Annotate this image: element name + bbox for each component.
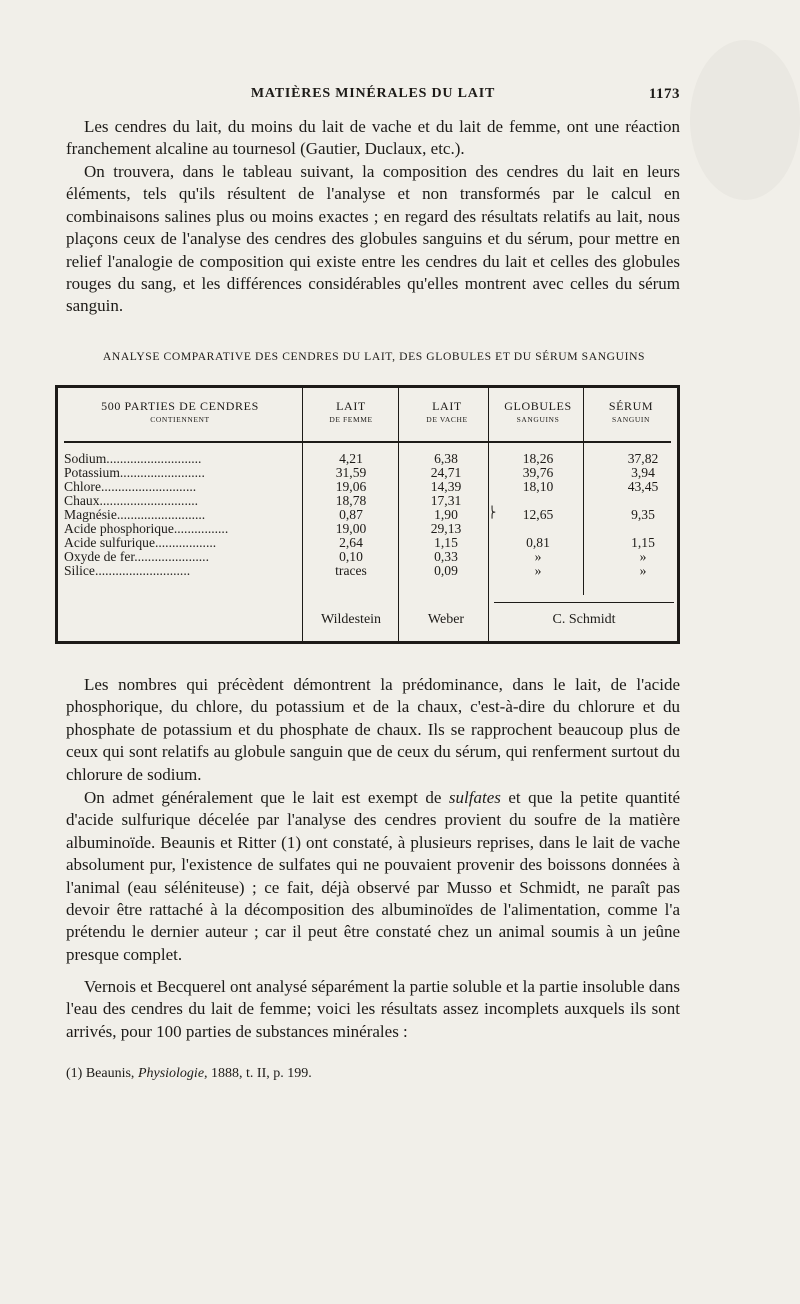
cell-lait-femme: traces — [335, 563, 367, 578]
row-label: Silice............................ — [64, 564, 191, 578]
row-label: Oxyde de fer...................... — [64, 550, 209, 564]
cell-globules: 18,26 — [522, 451, 554, 466]
column-header-lait-vache-l2: DE VACHE — [426, 415, 468, 424]
column-header-serum — [585, 400, 677, 426]
table-row — [58, 480, 677, 494]
column-header-serum-l2: SANGUIN — [612, 415, 650, 424]
cell-serum: 37,82 — [627, 451, 659, 466]
cell-lait-femme: 31,59 — [335, 465, 367, 480]
cell-globules: 18,10 — [522, 479, 554, 494]
source-globules-serum: C. Schmidt — [552, 612, 616, 627]
paper-stain — [690, 40, 800, 200]
footnote-suffix: , 1888, t. II, p. 199. — [204, 1066, 312, 1081]
column-header-parts — [62, 400, 298, 426]
group-brace: ⎬ — [488, 507, 497, 519]
column-header-globules-l1: GLOBULES — [504, 399, 572, 413]
table-source-rule — [494, 602, 674, 603]
table-caption: ANALYSE COMPARATIVE DES CENDRES DU LAIT, DES GLOBULES ET DU SÉRUM SANGUINS — [102, 350, 646, 363]
table-row — [58, 522, 677, 536]
column-header-parts-l1: 500 PARTIES DE CENDRES — [101, 399, 259, 413]
cell-lait-femme: 0,10 — [339, 549, 363, 564]
cell-lait-femme: 0,87 — [339, 507, 363, 522]
page-number: 1173 — [648, 86, 680, 102]
row-label: Magnésie.......................... — [64, 508, 206, 522]
cell-serum: 9,35 — [631, 507, 655, 522]
cell-lait-vache: 24,71 — [430, 465, 462, 480]
cell-serum: » — [639, 563, 647, 578]
cell-globules: » — [534, 549, 542, 564]
table-row — [58, 536, 677, 550]
table-row — [58, 564, 677, 578]
paragraph-4 — [66, 787, 680, 966]
comparison-table — [55, 385, 680, 644]
source-femme: Wildestein — [320, 612, 382, 627]
footnote — [66, 1066, 312, 1082]
cell-lait-vache: 1,15 — [434, 535, 458, 550]
cell-lait-femme: 18,78 — [335, 493, 367, 508]
paragraph-5: Vernois et Becquerel ont analysé séparément la partie soluble et la partie insoluble dans l'eau des cendres du lait de femme; voici les résultats assez incomplets auxquels ils sont arrivés, pour 100 parties de substances minérales : — [66, 977, 680, 1041]
cell-globules: 12,65 — [522, 507, 554, 522]
cell-serum: 3,94 — [631, 465, 655, 480]
table-row — [58, 508, 677, 522]
emphasis-sulfates: sulfates — [448, 788, 501, 807]
table-row — [58, 550, 677, 564]
cell-lait-vache: 14,39 — [430, 479, 462, 494]
table-row — [58, 494, 677, 508]
paragraph-4-rest: et que la petite quantité d'acide sulfurique décelée par l'analyse des cendres provient du soufre de la matière albuminoïde. Beaunis et Ritter (1) ont constaté, à plusieurs reprises, dans le lait de vache absolument pur, l'existence de sulfates qui ne pouvaient provenir des boissons données à l'animal (eau séléniteuse) ; ce fait, déjà observé par Musso et Schmidt, ne paraît pas devoir être rattaché à la décomposition des albuminoïdes de l'alimentation, comme l'a prétendu le dernier auteur ; car il peut être constaté chez un animal soumis à un jeûne presque complet. — [66, 788, 681, 964]
column-header-lait-femme — [304, 400, 398, 426]
row-label: Acide sulfurique.................. — [64, 536, 217, 550]
table-row — [58, 466, 677, 480]
cell-lait-femme: 19,06 — [335, 479, 367, 494]
footnote-prefix: (1) Beaunis, — [66, 1066, 135, 1081]
footnote-work: Physiologie — [137, 1066, 205, 1081]
cell-lait-femme: 4,21 — [339, 451, 363, 466]
column-header-parts-l2: CONTIENNENT — [150, 415, 210, 424]
row-label: Chaux............................. — [64, 494, 199, 508]
row-label: Acide phosphorique................ — [64, 522, 229, 536]
column-header-lait-femme-l2: DE FEMME — [329, 415, 373, 424]
running-header — [66, 86, 680, 108]
paragraph-4-start: On admet généralement que le lait est exempt de — [84, 788, 442, 807]
cell-lait-femme: 2,64 — [339, 535, 363, 550]
cell-serum: » — [639, 549, 647, 564]
cell-globules: 39,76 — [522, 465, 554, 480]
running-title: MATIÈRES MINÉRALES DU LAIT — [250, 86, 496, 101]
row-label: Sodium............................ — [64, 452, 202, 466]
cell-lait-vache: 1,90 — [434, 507, 458, 522]
cell-serum: 43,45 — [627, 479, 659, 494]
cell-lait-vache: 6,38 — [434, 451, 458, 466]
source-vache: Weber — [427, 612, 465, 627]
column-header-globules — [490, 400, 586, 426]
paragraph-3: Les nombres qui précèdent démontrent la prédominance, dans le lait, de l'acide phosphorique, du chlore, du potassium et de la chaux, c'est-à-dire du chlorure et du phosphate de potassium et du phosphate de chaux. Ils se rapprochent beaucoup plus de ceux qui sont relatifs au globule sanguin que de ceux du sérum, qui renferment surtout du chlorure de sodium. — [66, 675, 680, 784]
paragraph-1: Les cendres du lait, du moins du lait de vache et du lait de femme, ont une réaction franchement alcaline au tournesol (Gautier, Duclaux, etc.). — [66, 117, 680, 159]
cell-lait-vache: 17,31 — [430, 493, 462, 508]
column-header-lait-vache — [401, 400, 493, 426]
cell-lait-vache: 0,09 — [434, 563, 458, 578]
paragraph-2: On trouvera, dans le tableau suivant, la composition des cendres du lait en leurs éléments, tels qu'ils résultent de l'analyse et non transformés par le calcul en combinaisons salines plus ou moins exactes ; en regard des résultats relatifs au lait, nous plaçons ceux de l'analyse des cendres des globules sanguins et du sérum, pour mettre en relief l'analogie de composition qui existe entre les cendres du lait et celles des globules rouges du sang, et les différences considérables qu'elles montrent avec celles du sérum sanguin. — [66, 162, 680, 316]
cell-lait-vache: 29,13 — [430, 521, 462, 536]
column-header-lait-vache-l1: LAIT — [432, 399, 462, 413]
cell-globules: 0,81 — [526, 535, 550, 550]
table-row — [58, 452, 677, 466]
cell-lait-vache: 0,33 — [434, 549, 458, 564]
cell-lait-femme: 19,00 — [335, 521, 367, 536]
cell-serum: 1,15 — [631, 535, 655, 550]
cell-globules: » — [534, 563, 542, 578]
column-header-serum-l1: SÉRUM — [608, 399, 654, 413]
row-label: Potassium......................... — [64, 466, 205, 480]
column-header-lait-femme-l1: LAIT — [336, 399, 366, 413]
column-header-globules-l2: SANGUINS — [516, 415, 560, 424]
table-header-rule — [64, 441, 671, 443]
row-label: Chlore............................ — [64, 480, 197, 494]
